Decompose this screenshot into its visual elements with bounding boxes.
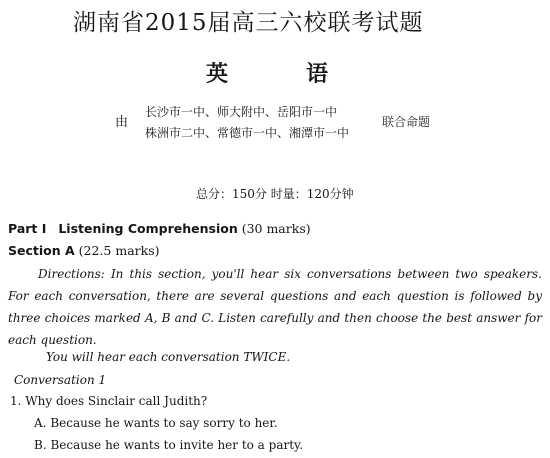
- subject-heading: [206, 57, 328, 88]
- question-1: [10, 394, 207, 408]
- option-a: [34, 416, 278, 430]
- directions-label: Directions:: [38, 267, 105, 281]
- joint-label: 联合命题: [382, 115, 431, 129]
- conversation-label: Conversation 1: [14, 373, 107, 387]
- subject-char-2: 语: [306, 61, 329, 87]
- option-b: [34, 438, 303, 452]
- question-number: 1.: [10, 394, 22, 408]
- schools-line-2: 株洲市二中、常德市一中、湘潭市一中: [145, 126, 350, 140]
- option-text: Because he wants to invite her to a party.: [50, 438, 304, 452]
- section-name: Section A: [8, 243, 75, 258]
- part-marks: (30 marks): [241, 221, 311, 236]
- schools-line-1: 长沙市一中、师大附中、岳阳市一中: [145, 105, 338, 119]
- option-text: Because he wants to say sorry to her.: [50, 416, 278, 430]
- option-letter: B.: [34, 438, 47, 452]
- subject-char-1: 英: [206, 61, 229, 87]
- exam-title: 湖南省2015届高三六校联考试题: [73, 10, 424, 36]
- score-time-line: 总分：150分 时量：120分钟: [196, 187, 354, 201]
- section-marks: (22.5 marks): [78, 243, 160, 258]
- section-heading: [8, 243, 160, 258]
- directions-paragraph: [8, 263, 542, 351]
- schools-list: [145, 102, 349, 144]
- part-number: Part Ⅰ: [8, 221, 47, 236]
- by-label: 由: [115, 115, 129, 130]
- twice-note: You will hear each conversation TWICE.: [46, 350, 291, 364]
- directions-text: In this section, you'll hear six conversations between two speakers. For each conversation, there are several questions and each question is followed by three choices marked A, B and C. Listen carefully and then choose the best answer for each question.: [8, 267, 542, 347]
- part-name: Listening Comprehension: [58, 221, 238, 236]
- question-text: Why does Sinclair call Judith?: [25, 394, 208, 408]
- part-heading: [8, 221, 311, 236]
- option-letter: A.: [34, 416, 47, 430]
